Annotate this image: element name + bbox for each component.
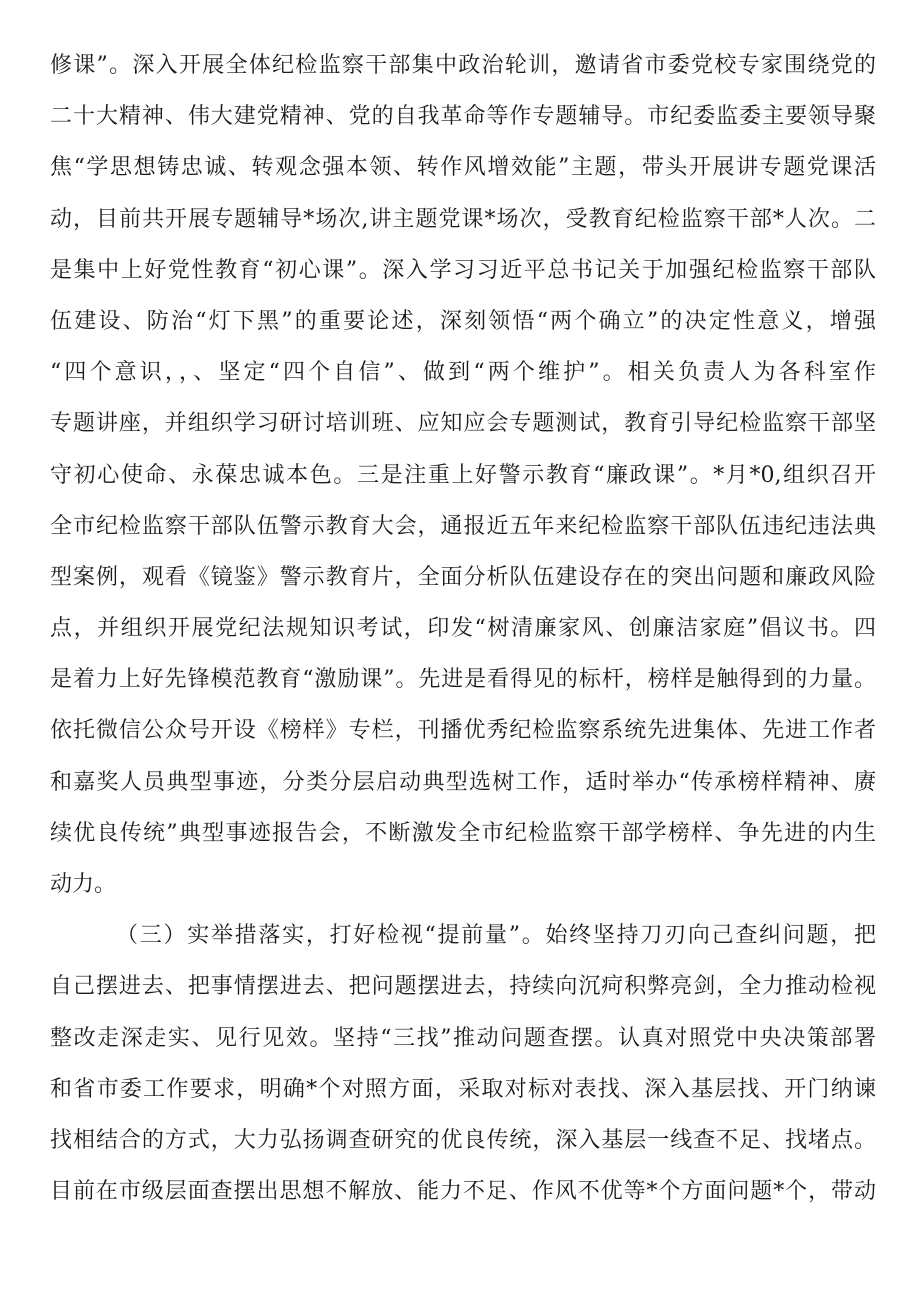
text-line: 动，目前共开展专题辅导*场次,讲主题党课*场次，受教育纪检监察干部*人次。二 — [50, 206, 876, 232]
document-page — [50, 40, 876, 1217]
section-heading-line: （三）实举措落实，打好检视“提前量”。始终坚持刀刃向己查纠问题，把 — [116, 923, 876, 949]
text-line: 找相结合的方式，大力弘扬调查研究的优良传统，深入基层一线查不足、找堵点。 — [50, 1127, 876, 1153]
text-line: 整改走深走实、见行见效。坚持“三找”推动问题查摆。认真对照党中央决策部署 — [50, 1025, 876, 1051]
text-line: 和嘉奖人员典型事迹，分类分层启动典型选树工作，适时举办“传承榜样精神、赓 — [50, 769, 876, 795]
text-line: 动力。 — [50, 872, 117, 897]
text-line: 修课”。深入开展全体纪检监察干部集中政治轮训，邀请省市委党校专家围绕党的 — [50, 53, 876, 78]
text-line: 续优良传统”典型事迹报告会，不断激发全市纪检监察干部学榜样、争先进的内生 — [50, 820, 876, 846]
text-line: 伍建设、防治“灯下黑”的重要论述，深刻领悟“两个确立”的决定性意义，增强 — [50, 308, 876, 334]
text-line: 和省市委工作要求，明确*个对照方面，采取对标对表找、深入基层找、开门纳谏 — [50, 1076, 876, 1102]
text-line: 二十大精神、伟大建党精神、党的自我革命等作专题辅导。市纪委监委主要领导聚 — [50, 104, 876, 130]
text-line: 自己摆进去、把事情摆进去、把问题摆进去，持续向沉疴积弊亮剑，全力推动检视 — [50, 974, 876, 1000]
text-line: 点，并组织开展党纪法规知识考试，印发“树清廉家风、创廉洁家庭”倡议书。四 — [50, 616, 876, 642]
text-line: 型案例，观看《镜鉴》警示教育片，全面分析队伍建设存在的突出问题和廉政风险 — [50, 564, 876, 590]
text-line: 是着力上好先锋模范教育“激励课”。先进是看得见的标杆，榜样是触得到的力量。 — [50, 667, 876, 693]
text-line: “四个意识，，、坚定“四个自信”、做到“两个维护”。相关负责人为各科室作 — [50, 360, 876, 386]
text-line: 守初心使命、永葆忠诚本色。三是注重上好警示教育“廉政课”。*月*0,组织召开 — [50, 462, 876, 488]
text-line: 目前在市级层面查摆出思想不解放、能力不足、作风不优等*个方面问题*个，带动 — [50, 1179, 876, 1205]
text-line: 全市纪检监察干部队伍警示教育大会，通报近五年来纪检监察干部队伍违纪违法典 — [50, 513, 876, 539]
text-line: 依托微信公众号开设《榜样》专栏，刊播优秀纪检监察系统先进集体、先进工作者 — [50, 718, 876, 744]
text-line: 专题讲座，并组织学习研讨培训班、应知应会专题测试，教育引导纪检监察干部坚 — [50, 411, 876, 437]
text-line: 焦“学思想铸忠诚、转观念强本领、转作风增效能”主题，带头开展讲专题党课活 — [50, 155, 876, 181]
paragraph-education — [50, 40, 876, 910]
text-line: 是集中上好党性教育“初心课”。深入学习习近平总书记关于加强纪检监察干部队 — [50, 257, 876, 283]
paragraph-inspection — [50, 910, 876, 1217]
